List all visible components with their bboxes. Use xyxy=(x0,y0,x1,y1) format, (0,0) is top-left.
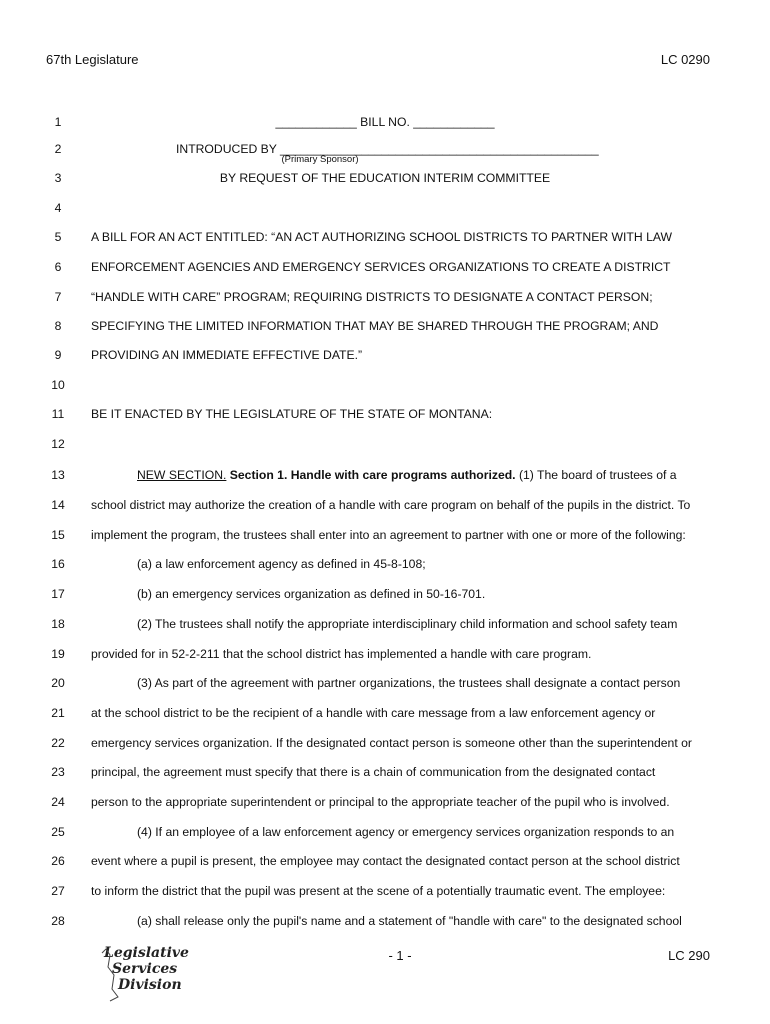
line-number: 25 xyxy=(51,825,65,839)
line-text: ____________ BILL NO. ____________ xyxy=(275,115,495,129)
line-text: INTRODUCED BY _______________________________________________ xyxy=(176,142,599,156)
line-text: principal, the agreement must specify that there is a chain of communication from the designated contact xyxy=(91,765,656,779)
line-number: 13 xyxy=(51,468,65,482)
line-number: 26 xyxy=(51,854,65,868)
line-number: 6 xyxy=(54,260,62,274)
line-text: BE IT ENACTED BY THE LEGISLATURE OF THE STATE OF MONTANA: xyxy=(91,407,493,421)
line-number: 8 xyxy=(54,319,62,333)
bill-line xyxy=(0,316,770,336)
line-number: 15 xyxy=(51,528,65,542)
line-number: 9 xyxy=(54,348,62,362)
bill-line xyxy=(0,673,770,693)
bill-line xyxy=(0,703,770,723)
line-text: to inform the district that the pupil was present at the scene of a potentially traumatic event. The employee: xyxy=(91,884,666,898)
line-number: 14 xyxy=(51,498,65,512)
bill-line xyxy=(0,911,770,931)
bill-line xyxy=(0,227,770,247)
bill-line xyxy=(0,434,770,454)
bill-line xyxy=(0,584,770,604)
line-text: “HANDLE WITH CARE” PROGRAM; REQUIRING DISTRICTS TO DESIGNATE A CONTACT PERSON; xyxy=(91,290,653,304)
line-text: school district may authorize the creation of a handle with care program on behalf of the pupils in the district. To xyxy=(91,498,691,512)
bill-line xyxy=(0,404,770,424)
line-text: implement the program, the trustees shall enter into an agreement to partner with one or more of the following: xyxy=(91,528,686,542)
line-number: 4 xyxy=(54,201,62,215)
bill-line xyxy=(0,287,770,307)
primary-sponsor-label: (Primary Sponsor) xyxy=(281,154,359,165)
line-number: 12 xyxy=(51,437,65,451)
bill-line xyxy=(0,644,770,664)
line-number: 22 xyxy=(51,736,65,750)
header-legislature: 67th Legislature xyxy=(46,52,139,67)
line-number: 16 xyxy=(51,557,65,571)
line-text: person to the appropriate superintendent or principal to the appropriate teacher of the pupil who is involved. xyxy=(91,795,670,809)
line-number: 3 xyxy=(54,171,62,185)
footer-lc-number: LC 290 xyxy=(668,948,710,963)
line-number: 28 xyxy=(51,914,65,928)
line-text: (3) As part of the agreement with partner organizations, the trustees shall designate a contact person xyxy=(137,676,681,690)
bill-line xyxy=(0,257,770,277)
line-text: provided for in 52-2-211 that the school district has implemented a handle with care program. xyxy=(91,647,592,661)
bill-line xyxy=(0,465,770,485)
bill-line xyxy=(0,198,770,218)
bill-line xyxy=(0,881,770,901)
line-number: 17 xyxy=(51,587,65,601)
line-text xyxy=(137,465,718,485)
bill-line xyxy=(0,792,770,812)
page-number: - 1 - xyxy=(388,948,412,963)
bill-line xyxy=(0,112,770,132)
legislative-services-logo xyxy=(96,945,196,1005)
line-text: (a) a law enforcement agency as defined in 45-8-108; xyxy=(137,557,426,571)
logo-line1: Legislative xyxy=(104,945,189,961)
bill-line xyxy=(0,375,770,395)
bill-line xyxy=(0,168,770,188)
bill-line xyxy=(0,851,770,871)
line-number: 11 xyxy=(51,407,65,421)
line-text: (2) The trustees shall notify the appropriate interdisciplinary child information and school safety team xyxy=(137,617,678,631)
line-text: A BILL FOR AN ACT ENTITLED: “AN ACT AUTHORIZING SCHOOL DISTRICTS TO PARTNER WITH LAW xyxy=(91,230,673,244)
logo-line2: Services xyxy=(112,961,178,977)
montana-outline-icon xyxy=(96,945,196,1005)
bill-line xyxy=(0,762,770,782)
line-number: 20 xyxy=(51,676,65,690)
bill-line xyxy=(0,525,770,545)
line-number: 1 xyxy=(54,115,62,129)
line-text: BY REQUEST OF THE EDUCATION INTERIM COMMITTEE xyxy=(219,171,551,185)
bill-line xyxy=(0,495,770,515)
section-heading: Section 1. Handle with care programs authorized. xyxy=(226,468,516,482)
bill-line xyxy=(0,554,770,574)
line-text: event where a pupil is present, the employee may contact the designated contact person at the school district xyxy=(91,854,680,868)
line-text: (a) shall release only the pupil's name and a statement of "handle with care" to the designated school xyxy=(137,914,682,928)
new-section-label: NEW SECTION. xyxy=(137,468,227,482)
section-text: (1) The board of trustees of a xyxy=(515,468,677,482)
bill-line xyxy=(0,822,770,842)
line-number: 18 xyxy=(51,617,65,631)
line-text: (b) an emergency services organization as defined in 50-16-701. xyxy=(137,587,486,601)
line-number: 10 xyxy=(51,378,65,392)
bill-line xyxy=(0,345,770,365)
line-number: 2 xyxy=(54,142,62,156)
line-number: 21 xyxy=(51,706,65,720)
line-text: emergency services organization. If the designated contact person is someone other than the superintendent or xyxy=(91,736,692,750)
header-lc-number: LC 0290 xyxy=(660,52,710,67)
bill-line xyxy=(0,733,770,753)
line-number: 5 xyxy=(54,230,62,244)
line-text: SPECIFYING THE LIMITED INFORMATION THAT MAY BE SHARED THROUGH THE PROGRAM; AND xyxy=(91,319,659,333)
line-text: at the school district to be the recipient of a handle with care message from a law enforcement agency or xyxy=(91,706,656,720)
bill-line xyxy=(0,139,770,159)
bill-line xyxy=(0,614,770,634)
line-number: 7 xyxy=(54,290,62,304)
line-text: (4) If an employee of a law enforcement agency or emergency services organization responds to an xyxy=(137,825,675,839)
line-text: ENFORCEMENT AGENCIES AND EMERGENCY SERVICES ORGANIZATIONS TO CREATE A DISTRICT xyxy=(91,260,671,274)
line-number: 19 xyxy=(51,647,65,661)
line-text: PROVIDING AN IMMEDIATE EFFECTIVE DATE.” xyxy=(91,348,363,362)
logo-line3: Division xyxy=(118,977,182,993)
line-number: 23 xyxy=(51,765,65,779)
line-number: 24 xyxy=(51,795,65,809)
line-number: 27 xyxy=(51,884,65,898)
